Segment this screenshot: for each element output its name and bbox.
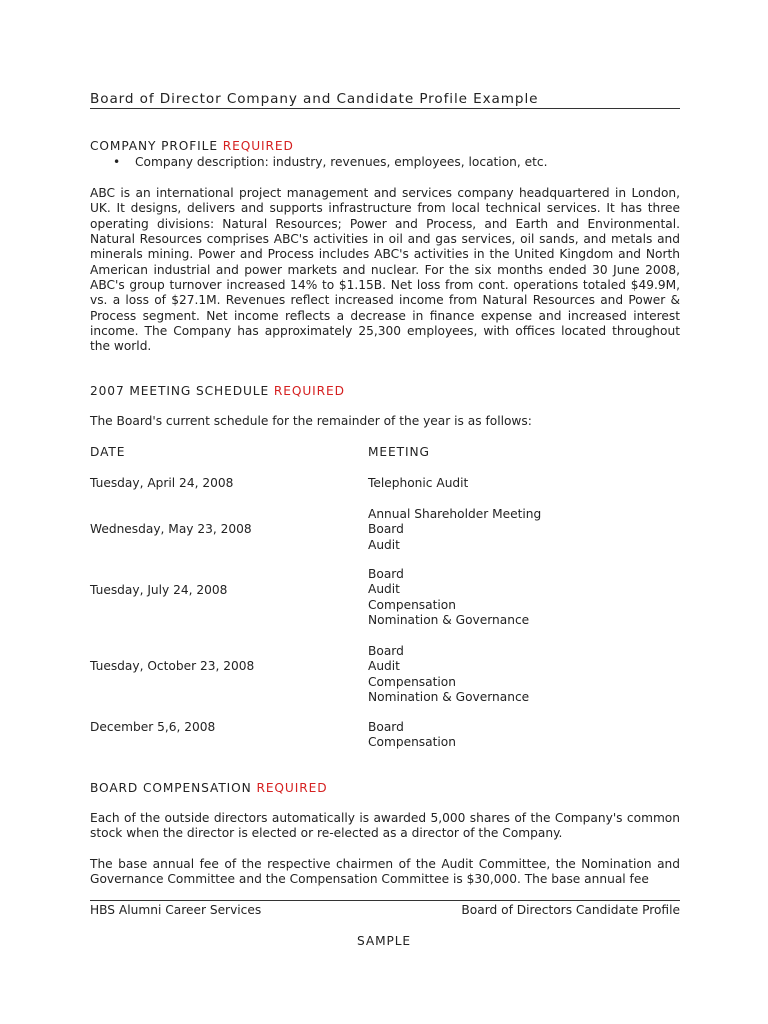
bullet-icon: •	[113, 155, 121, 169]
meeting-item: Compensation	[368, 735, 456, 750]
company-description-bullet: Company description: industry, revenues, employees, location, etc.	[135, 155, 548, 169]
meeting-item: Nomination & Governance	[368, 612, 530, 627]
meeting-item: Nomination & Governance	[368, 689, 530, 704]
schedule-row-meetings	[368, 644, 529, 705]
meeting-item: Audit	[368, 537, 400, 552]
meeting-schedule-intro: The Board's current schedule for the remainder of the year is as follows:	[90, 414, 532, 428]
schedule-row-meetings	[368, 476, 468, 491]
schedule-row-date: Tuesday, July 24, 2008	[90, 583, 228, 597]
board-compensation-paragraph-1: Each of the outside directors automatically is awarded 5,000 shares of the Company's common stock when the director is elected or re-elected as a director of the Company.	[90, 811, 680, 841]
meeting-item: Compensation	[368, 674, 456, 689]
schedule-row-date: December 5,6, 2008	[90, 720, 216, 734]
meeting-item: Audit	[368, 659, 400, 674]
schedule-row-meetings	[368, 567, 529, 628]
sample-label: SAMPLE	[356, 934, 412, 948]
board-compensation-paragraph-2: The base annual fee of the respective chairmen of the Audit Committee, the Nomination and Governance Committee and the Compensation Committee is $30,000. The base annual fee	[90, 857, 680, 887]
title-divider	[90, 108, 680, 109]
schedule-row-date: Wednesday, May 23, 2008	[90, 522, 252, 536]
footer-left-text: HBS Alumni Career Services	[90, 903, 262, 917]
footer-divider	[90, 900, 680, 901]
meeting-column-header: MEETING	[368, 445, 430, 459]
page-title: Board of Director Company and Candidate Profile Example	[90, 91, 539, 107]
meeting-item: Audit	[368, 582, 400, 597]
schedule-row-meetings	[368, 720, 456, 751]
board-compensation-required-label: REQUIRED	[256, 781, 328, 795]
board-compensation-heading	[90, 781, 328, 796]
date-column-header: DATE	[90, 445, 126, 459]
board-compensation-heading-text: BOARD COMPENSATION	[90, 781, 252, 795]
meeting-schedule-heading-text: 2007 MEETING SCHEDULE	[90, 384, 270, 398]
meeting-item: Board	[368, 720, 404, 734]
schedule-row-date: Tuesday, April 24, 2008	[90, 476, 234, 490]
company-profile-paragraph: ABC is an international project management and services company headquartered in London, UK. It designs, delivers and supports infrastructure from local technical services. It has three operating divisions: Natural Resources; Power and Process, and Earth and Environmental. Natural Resources comprises ABC's activities in oil and gas services, oil sands, and metals and minerals mining. Power and Process includes ABC's activities in the United Kingdom and North American industrial and power markets and nuclear. For the six months ended 30 June 2008, ABC's group turnover increased 14% to $1.15B. Net loss from cont. operations totaled $49.9M, vs. a loss of $27.1M. Revenues reflect increased income from Natural Resources and Power & Process segment. Net income reflects a decrease in finance expense and increased interest income. The Company has approximately 25,300 employees, with offices located throughout the world.	[90, 186, 680, 354]
footer-right-text: Board of Directors Candidate Profile	[461, 903, 680, 917]
meeting-item: Annual Shareholder Meeting	[368, 507, 542, 521]
meeting-item: Board	[368, 522, 404, 537]
company-profile-heading	[90, 139, 294, 154]
meeting-item: Board	[368, 644, 404, 658]
schedule-row-meetings	[368, 507, 541, 553]
company-profile-required-label: REQUIRED	[222, 139, 294, 153]
meeting-schedule-heading	[90, 384, 345, 399]
meeting-item: Telephonic Audit	[368, 476, 469, 490]
company-profile-heading-text: COMPANY PROFILE	[90, 139, 218, 153]
meeting-item: Board	[368, 567, 404, 581]
schedule-row-date: Tuesday, October 23, 2008	[90, 659, 255, 673]
meeting-item: Compensation	[368, 597, 456, 612]
meeting-schedule-required-label: REQUIRED	[273, 384, 345, 398]
